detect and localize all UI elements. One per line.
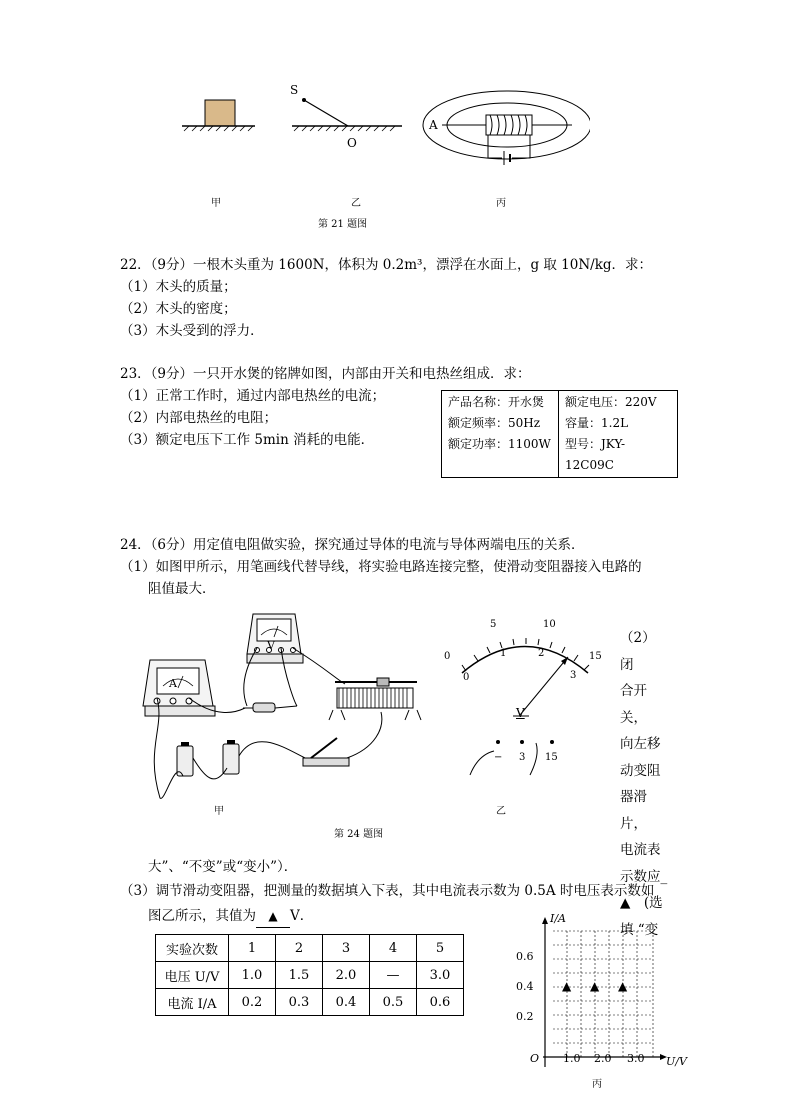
graph-caption: 丙	[592, 1079, 602, 1090]
q23-part-3: （3）额定电压下工作 5min 消耗的电能．	[120, 432, 375, 448]
nameplate-power: 额定功率：1100W	[448, 437, 551, 451]
nameplate-frequency: 额定频率：50Hz	[448, 416, 541, 430]
fig21-sub-jia: 甲	[211, 198, 221, 209]
nameplate-voltage: 额定电压：220V	[565, 395, 657, 409]
graph-y-tick-0.2: 0.2	[516, 1010, 534, 1023]
battery-drawing	[177, 740, 239, 776]
cell: 0.5	[370, 989, 417, 1016]
rheostat-drawing	[329, 678, 421, 720]
graph-marker: ▲	[562, 979, 572, 993]
cell: 0.3	[276, 989, 323, 1016]
data-table	[155, 934, 464, 1016]
nameplate-table	[441, 390, 678, 478]
nameplate-capacity: 容量：1.2L	[565, 416, 629, 430]
side-line-3: 向左移	[620, 736, 661, 752]
dial-outer-tick-15: 15	[589, 651, 602, 662]
graph-y-tick-0.6: 0.6	[516, 950, 534, 963]
cell: 5	[417, 935, 464, 962]
cell-header: 实验次数	[156, 935, 229, 962]
side-line-5: 器滑片，	[620, 789, 647, 832]
fig21-label-s: S	[290, 83, 299, 97]
graph-x-label: U/V	[666, 1055, 687, 1068]
cell: —	[370, 962, 417, 989]
fig21-label-o: O	[347, 136, 357, 150]
dial-inner-tick-2: 2	[538, 648, 545, 659]
circuit-diagram	[135, 608, 425, 808]
q23-stem: 23．（9分）一只开水煲的铭牌如图，内部由开关和电热丝组成．求：	[120, 366, 531, 382]
cell: 3	[323, 935, 370, 962]
fig24-caption: 第 24 题图	[334, 829, 384, 840]
voltmeter-label: V	[267, 639, 275, 652]
side-line-7: 示数应_	[620, 868, 668, 885]
side-line-8: ▲ (选	[620, 895, 663, 911]
resistor-drawing	[243, 703, 297, 712]
fig24-sub-jia: 甲	[214, 806, 224, 817]
fig21-sub-bing: 丙	[496, 198, 506, 209]
dial-terminal-15: 15	[545, 752, 558, 763]
q24-part2-cont: 大”、“不变”或“变小”）．	[148, 859, 298, 875]
graph-x-tick-1: 1.0	[563, 1052, 581, 1065]
cell: 4	[370, 935, 417, 962]
q24-part1-line2: 阻值最大．	[148, 581, 216, 597]
side-line-1: （2）闭	[620, 630, 656, 673]
graph-y-tick-0.4: 0.4	[516, 980, 534, 993]
dial-inner-tick-1: 1	[500, 648, 507, 659]
q22-part-1: （1）木头的质量；	[120, 279, 237, 295]
cell: 1.0	[229, 962, 276, 989]
dial-outer-tick-5: 5	[490, 619, 497, 630]
cell: 1	[229, 935, 276, 962]
side-line-2: 合开关，	[620, 683, 647, 726]
dial-inner-tick-0: 0	[463, 672, 470, 683]
graph-marker: ▲	[618, 979, 628, 993]
cell: 0.2	[229, 989, 276, 1016]
graph-y-label: I/A	[550, 912, 566, 925]
fig21-diagrams	[170, 78, 590, 213]
ammeter-label: A	[169, 677, 177, 690]
q24-stem: 24．（6分）用定值电阻做实验，探究通过导体的电流与导体两端电压的关系．	[120, 537, 585, 553]
dial-outer-tick-10: 10	[543, 619, 556, 630]
nameplate-product: 产品名称：开水煲	[448, 395, 545, 409]
q23-part-1: （1）正常工作时，通过内部电热丝的电流；	[120, 388, 386, 404]
fig21-caption: 第 21 题图	[318, 219, 368, 230]
q22-stem: 22．（9分）一根木头重为 1600N，体积为 0.2m³，漂浮在水面上，g 取 10N/kg．求：	[120, 257, 653, 273]
graph-x-tick-3: 3.0	[627, 1052, 645, 1065]
q24-part3-line2: 图乙所示，其值为 ▲ V．	[148, 905, 313, 928]
q22-part-2: （2）木头的密度；	[120, 301, 237, 317]
q22-part-3: （3）木头受到的浮力．	[120, 323, 264, 339]
answer-blank-voltage[interactable]: ▲	[256, 905, 290, 928]
side-line-4: 动变阻	[620, 762, 661, 779]
side-line-6: 电流表	[620, 842, 661, 858]
dial-inner-tick-3: 3	[570, 670, 577, 681]
cell: 3.0	[417, 962, 464, 989]
nameplate-model: 型号：JKY-12C09C	[565, 437, 626, 472]
fig21-sub-yi: 乙	[351, 198, 361, 209]
q23-part-2: （2）内部电热丝的电阻；	[120, 410, 278, 426]
dial-outer-tick-0: 0	[444, 651, 451, 662]
fig21-mirror-diagram	[292, 98, 402, 131]
fig21-block-diagram	[182, 100, 255, 131]
cell-header: 电流 I/A	[156, 989, 229, 1016]
cell: 2.0	[323, 962, 370, 989]
dial-terminal-3: 3	[519, 752, 526, 763]
dial-terminal-neg: −	[494, 752, 503, 763]
cell-header: 电压 U/V	[156, 962, 229, 989]
switch-drawing	[303, 738, 349, 766]
graph-x-tick-2: 2.0	[594, 1052, 612, 1065]
dial-unit: V	[516, 706, 525, 720]
q24-part1-line1: （1）如图甲所示，用笔画线代替导线，将实验电路连接完整，使滑动变阻器接入电路的	[120, 559, 642, 575]
fig21-solenoid-diagram	[423, 91, 590, 165]
fig21-label-a: A	[429, 118, 438, 132]
q24-part3-line1: （3）调节滑动变阻器，把测量的数据填入下表，其中电流表示数为 0.5A 时电压表示数如	[120, 883, 655, 899]
fig24-sub-yi: 乙	[496, 806, 506, 817]
voltmeter-drawing	[247, 614, 303, 663]
side-line-9: 填 “变	[620, 921, 659, 938]
cell: 0.6	[417, 989, 464, 1016]
cell: 1.5	[276, 962, 323, 989]
cell: 0.4	[323, 989, 370, 1016]
graph-marker: ▲	[590, 979, 600, 993]
cell: 2	[276, 935, 323, 962]
graph-origin: O	[530, 1052, 540, 1065]
